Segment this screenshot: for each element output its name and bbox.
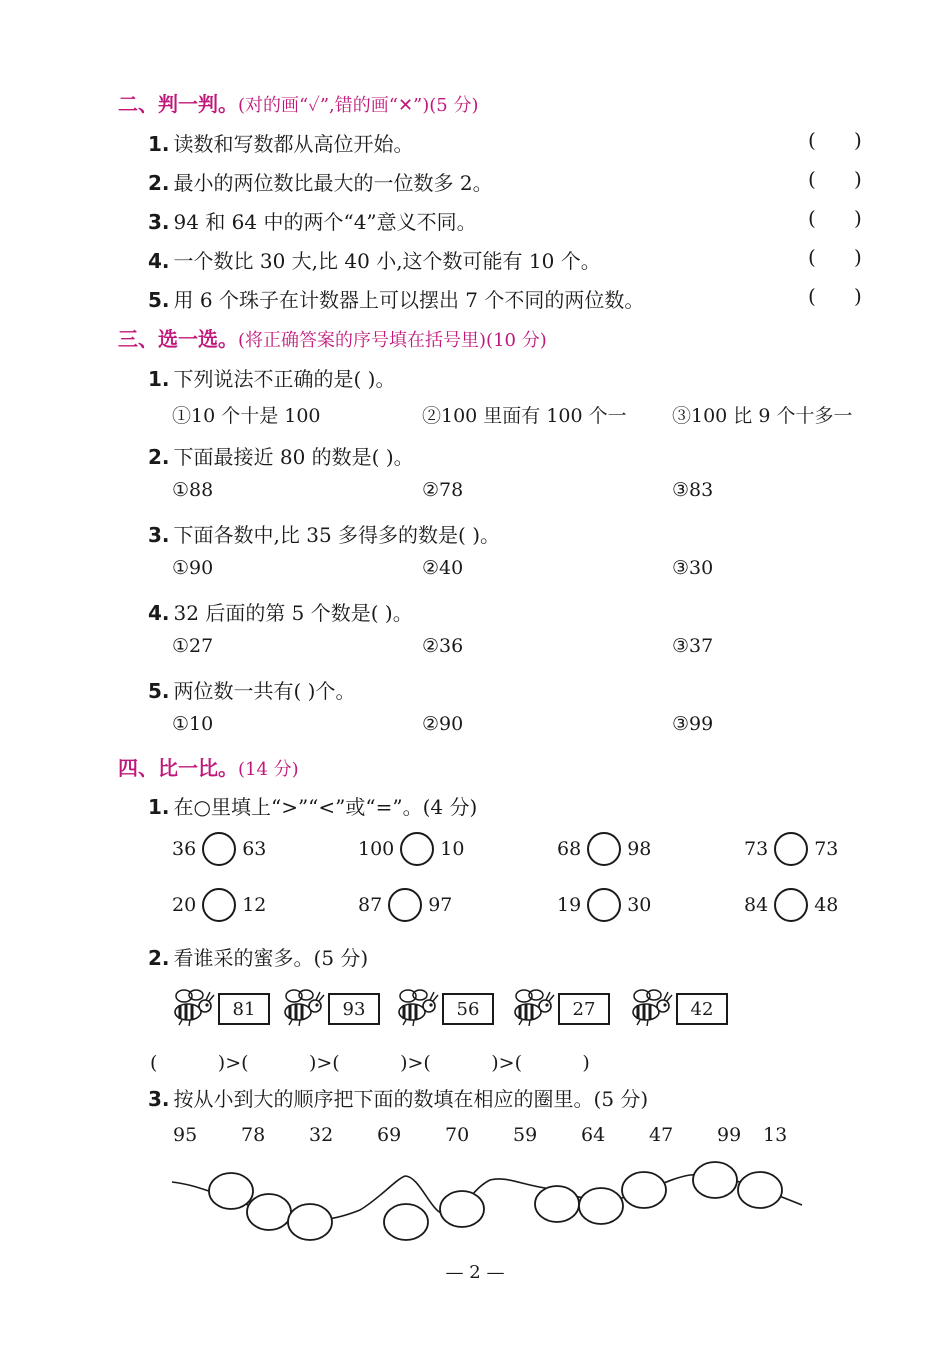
order-number: 69 bbox=[377, 1124, 402, 1146]
question-text: 最小的两位数比最大的一位数多 2。 bbox=[173, 171, 493, 195]
left-number: 19 bbox=[557, 894, 582, 916]
question-text: 在○里填上“>”“<”或“=”。(4 分) bbox=[173, 795, 478, 819]
honey-amount-box: 27 bbox=[558, 993, 610, 1025]
question-number: 1. bbox=[148, 132, 170, 156]
bead-circle[interactable] bbox=[693, 1162, 737, 1198]
bead-circle[interactable] bbox=[535, 1186, 579, 1222]
question-number: 3. bbox=[148, 1087, 170, 1111]
left-number: 36 bbox=[172, 838, 197, 860]
question-number: 1. bbox=[148, 795, 170, 819]
right-number: 63 bbox=[242, 838, 267, 860]
right-number: 30 bbox=[627, 894, 652, 916]
answer-paren[interactable]: ( ) bbox=[808, 167, 862, 191]
order-number: 47 bbox=[649, 1124, 674, 1146]
section2-title: 二、判一判。 bbox=[118, 92, 238, 116]
right-number: 12 bbox=[242, 894, 267, 916]
question-text: 下面各数中,比 35 多得多的数是( )。 bbox=[173, 523, 500, 547]
choice-option[interactable]: ③99 bbox=[672, 713, 714, 735]
answer-paren[interactable]: ( ) bbox=[808, 245, 862, 269]
answer-paren[interactable]: ( ) bbox=[808, 206, 862, 230]
question-number: 2. bbox=[148, 171, 170, 195]
question-number: 5. bbox=[148, 679, 170, 703]
question-text: 下面最接近 80 的数是( )。 bbox=[173, 445, 414, 469]
question-number: 1. bbox=[148, 367, 170, 391]
honey-amount-box: 81 bbox=[218, 993, 270, 1025]
order-number: 95 bbox=[173, 1124, 198, 1146]
left-number: 84 bbox=[744, 894, 769, 916]
choice-option[interactable]: ①10 bbox=[172, 713, 214, 735]
order-number: 78 bbox=[241, 1124, 266, 1146]
order-number: 32 bbox=[309, 1124, 334, 1146]
choice-option[interactable]: ①27 bbox=[172, 635, 214, 657]
left-number: 68 bbox=[557, 838, 582, 860]
choice-option[interactable]: ①90 bbox=[172, 557, 214, 579]
honey-amount-box: 93 bbox=[328, 993, 380, 1025]
choice-option[interactable]: ②78 bbox=[422, 479, 464, 501]
question-number: 4. bbox=[148, 601, 170, 625]
section4-note: (14 分) bbox=[238, 759, 299, 780]
order-number: 64 bbox=[581, 1124, 606, 1146]
choice-option[interactable]: ②40 bbox=[422, 557, 464, 579]
bead-circle[interactable] bbox=[738, 1172, 782, 1208]
bead-circle[interactable] bbox=[384, 1204, 428, 1240]
answer-line[interactable]: ( )>( )>( )>( )>( ) bbox=[150, 1052, 590, 1074]
order-number: 70 bbox=[445, 1124, 470, 1146]
question-text: 下列说法不正确的是( )。 bbox=[173, 367, 396, 391]
left-number: 100 bbox=[358, 838, 395, 860]
question-number: 2. bbox=[148, 445, 170, 469]
question-text: 94 和 64 中的两个“4”意义不同。 bbox=[173, 210, 477, 234]
honey-amount-box: 42 bbox=[676, 993, 728, 1025]
question-number: 3. bbox=[148, 210, 170, 234]
choice-option[interactable]: ②100 里面有 100 个一 bbox=[422, 405, 627, 427]
order-number: 59 bbox=[513, 1124, 538, 1146]
question-text: 看谁采的蜜多。(5 分) bbox=[173, 946, 369, 970]
left-number: 87 bbox=[358, 894, 383, 916]
choice-option[interactable]: ②36 bbox=[422, 635, 464, 657]
order-number: 13 bbox=[763, 1124, 788, 1146]
question-number: 3. bbox=[148, 523, 170, 547]
choice-option[interactable]: ②90 bbox=[422, 713, 464, 735]
left-number: 73 bbox=[744, 838, 769, 860]
page-number: — 2 — bbox=[445, 1262, 505, 1283]
order-number: 99 bbox=[717, 1124, 742, 1146]
left-number: 20 bbox=[172, 894, 197, 916]
bead-circle[interactable] bbox=[209, 1173, 253, 1209]
question-number: 5. bbox=[148, 288, 170, 312]
bead-circle[interactable] bbox=[440, 1191, 484, 1227]
section3-title: 三、选一选。 bbox=[118, 327, 238, 351]
question-number: 2. bbox=[148, 946, 170, 970]
question-text: 读数和写数都从高位开始。 bbox=[173, 132, 414, 156]
right-number: 48 bbox=[814, 894, 839, 916]
question-text: 32 后面的第 5 个数是( )。 bbox=[173, 601, 413, 625]
question-text: 一个数比 30 大,比 40 小,这个数可能有 10 个。 bbox=[173, 249, 601, 273]
choice-option[interactable]: ③37 bbox=[672, 635, 714, 657]
right-number: 97 bbox=[428, 894, 453, 916]
question-text: 两位数一共有( )个。 bbox=[173, 679, 356, 703]
bead-circle[interactable] bbox=[622, 1172, 666, 1208]
choice-option[interactable]: ③30 bbox=[672, 557, 714, 579]
right-number: 98 bbox=[627, 838, 652, 860]
choice-option[interactable]: ①10 个十是 100 bbox=[172, 405, 321, 427]
right-number: 10 bbox=[440, 838, 465, 860]
question-number: 4. bbox=[148, 249, 170, 273]
answer-paren[interactable]: ( ) bbox=[808, 128, 862, 152]
section3-note: (将正确答案的序号填在括号里)(10 分) bbox=[238, 330, 547, 351]
question-text: 用 6 个珠子在计数器上可以摆出 7 个不同的两位数。 bbox=[173, 288, 645, 312]
choice-option[interactable]: ③83 bbox=[672, 479, 714, 501]
bead-circle[interactable] bbox=[247, 1194, 291, 1230]
choice-option[interactable]: ③100 比 9 个十多一 bbox=[672, 405, 853, 427]
section4-title: 四、比一比。 bbox=[118, 756, 238, 780]
bead-circle[interactable] bbox=[288, 1204, 332, 1240]
bead-circle[interactable] bbox=[579, 1188, 623, 1224]
choice-option[interactable]: ①88 bbox=[172, 479, 214, 501]
section2-note: (对的画“✓”,错的画“✕”)(5 分) bbox=[238, 95, 479, 116]
honey-amount-box: 56 bbox=[442, 993, 494, 1025]
right-number: 73 bbox=[814, 838, 839, 860]
answer-paren[interactable]: ( ) bbox=[808, 284, 862, 308]
question-text: 按从小到大的顺序把下面的数填在相应的圈里。(5 分) bbox=[173, 1087, 649, 1111]
